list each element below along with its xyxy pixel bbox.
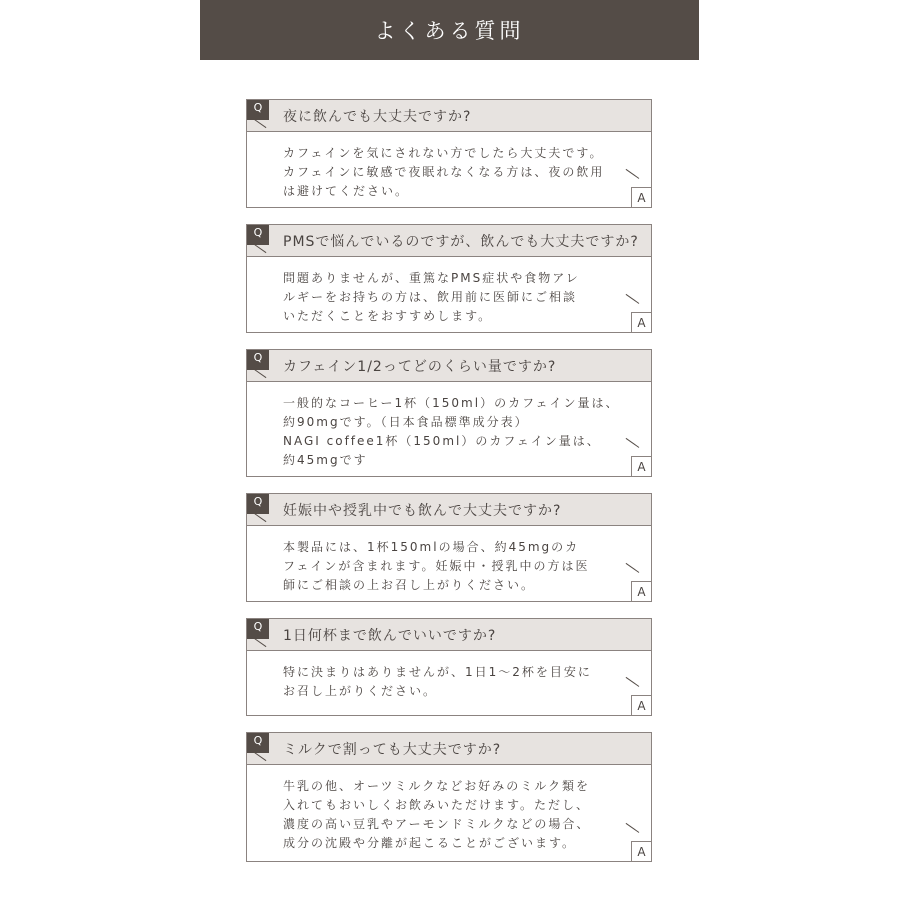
faq-item: [246, 224, 652, 333]
faq-answer-box: [247, 526, 651, 601]
a-badge: A: [631, 456, 651, 476]
a-badge: A: [631, 841, 651, 861]
q-badge: Q: [247, 619, 269, 639]
a-slash-decoration: [626, 823, 640, 833]
faq-answer: カフェインを気にされない方でしたら大丈夫です。 カフェインに敏感で夜眠れなくなる方は、夜の飲用 は避けてください。: [283, 146, 605, 198]
q-badge: Q: [247, 100, 269, 120]
faq-item: [246, 349, 652, 477]
a-slash-decoration: [626, 438, 640, 448]
page-header: [200, 0, 699, 60]
faq-answer: 問題ありませんが、重篤なPMS症状や食物アレ ルギーをお持ちの方は、飲用前に医師にご相談 いただくことをおすすめします。: [283, 271, 580, 323]
faq-answer: 一般的なコーヒー1杯（150ml）のカフェイン量は、 約90mgです。（日本食品標準成分表） NAGI coffee1杯（150ml）のカフェイン量は、 約45mgです: [283, 396, 620, 467]
faq-answer-box: [247, 765, 651, 861]
q-badge: Q: [247, 494, 269, 514]
a-badge: A: [631, 312, 651, 332]
faq-answer-box: [247, 257, 651, 332]
faq-question-bar[interactable]: [247, 225, 651, 257]
faq-question-bar[interactable]: [247, 350, 651, 382]
faq-answer: 本製品には、1杯150mlの場合、約45mgのカ フェインが含まれます。妊娠中・授乳中の方は医 師にご相談の上お召し上がりください。: [283, 540, 590, 592]
faq-question-bar[interactable]: [247, 494, 651, 526]
a-slash-decoration: [626, 563, 640, 573]
a-slash-decoration: [626, 677, 640, 687]
faq-question: カフェイン1/2ってどのくらい量ですか?: [283, 358, 557, 375]
a-slash-decoration: [626, 169, 640, 179]
q-badge: Q: [247, 350, 269, 370]
faq-item: [246, 618, 652, 716]
faq-answer-box: [247, 651, 651, 715]
faq-answer: 牛乳の他、オーツミルクなどお好みのミルク類を 入れてもおいしくお飲みいただけます。ただし、 濃度の高い豆乳やアーモンドミルクなどの場合、 成分の沈殿や分離が起こることがございます。: [283, 779, 591, 850]
faq-question: 夜に飲んでも大丈夫ですか?: [283, 108, 472, 125]
faq-question: PMSで悩んでいるのですが、飲んでも大丈夫ですか?: [283, 233, 639, 250]
faq-answer-box: [247, 132, 651, 207]
a-badge: A: [631, 581, 651, 601]
a-badge: A: [631, 187, 651, 207]
faq-question: 妊娠中や授乳中でも飲んで大丈夫ですか?: [283, 502, 562, 519]
faq-item: [246, 732, 652, 862]
a-slash-decoration: [626, 294, 640, 304]
faq-item: [246, 493, 652, 602]
faq-question-bar[interactable]: [247, 733, 651, 765]
q-badge: Q: [247, 225, 269, 245]
faq-question-bar[interactable]: [247, 100, 651, 132]
a-badge: A: [631, 695, 651, 715]
q-badge: Q: [247, 733, 269, 753]
faq-question: ミルクで割っても大丈夫ですか?: [283, 741, 502, 758]
faq-question-bar[interactable]: [247, 619, 651, 651]
faq-answer-box: [247, 382, 651, 476]
faq-answer: 特に決まりはありませんが、1日1～2杯を目安に お召し上がりください。: [283, 665, 592, 698]
faq-question: 1日何杯まで飲んでいいですか?: [283, 627, 497, 644]
faq-item: [246, 99, 652, 208]
page-title: よくある質問: [374, 19, 525, 43]
